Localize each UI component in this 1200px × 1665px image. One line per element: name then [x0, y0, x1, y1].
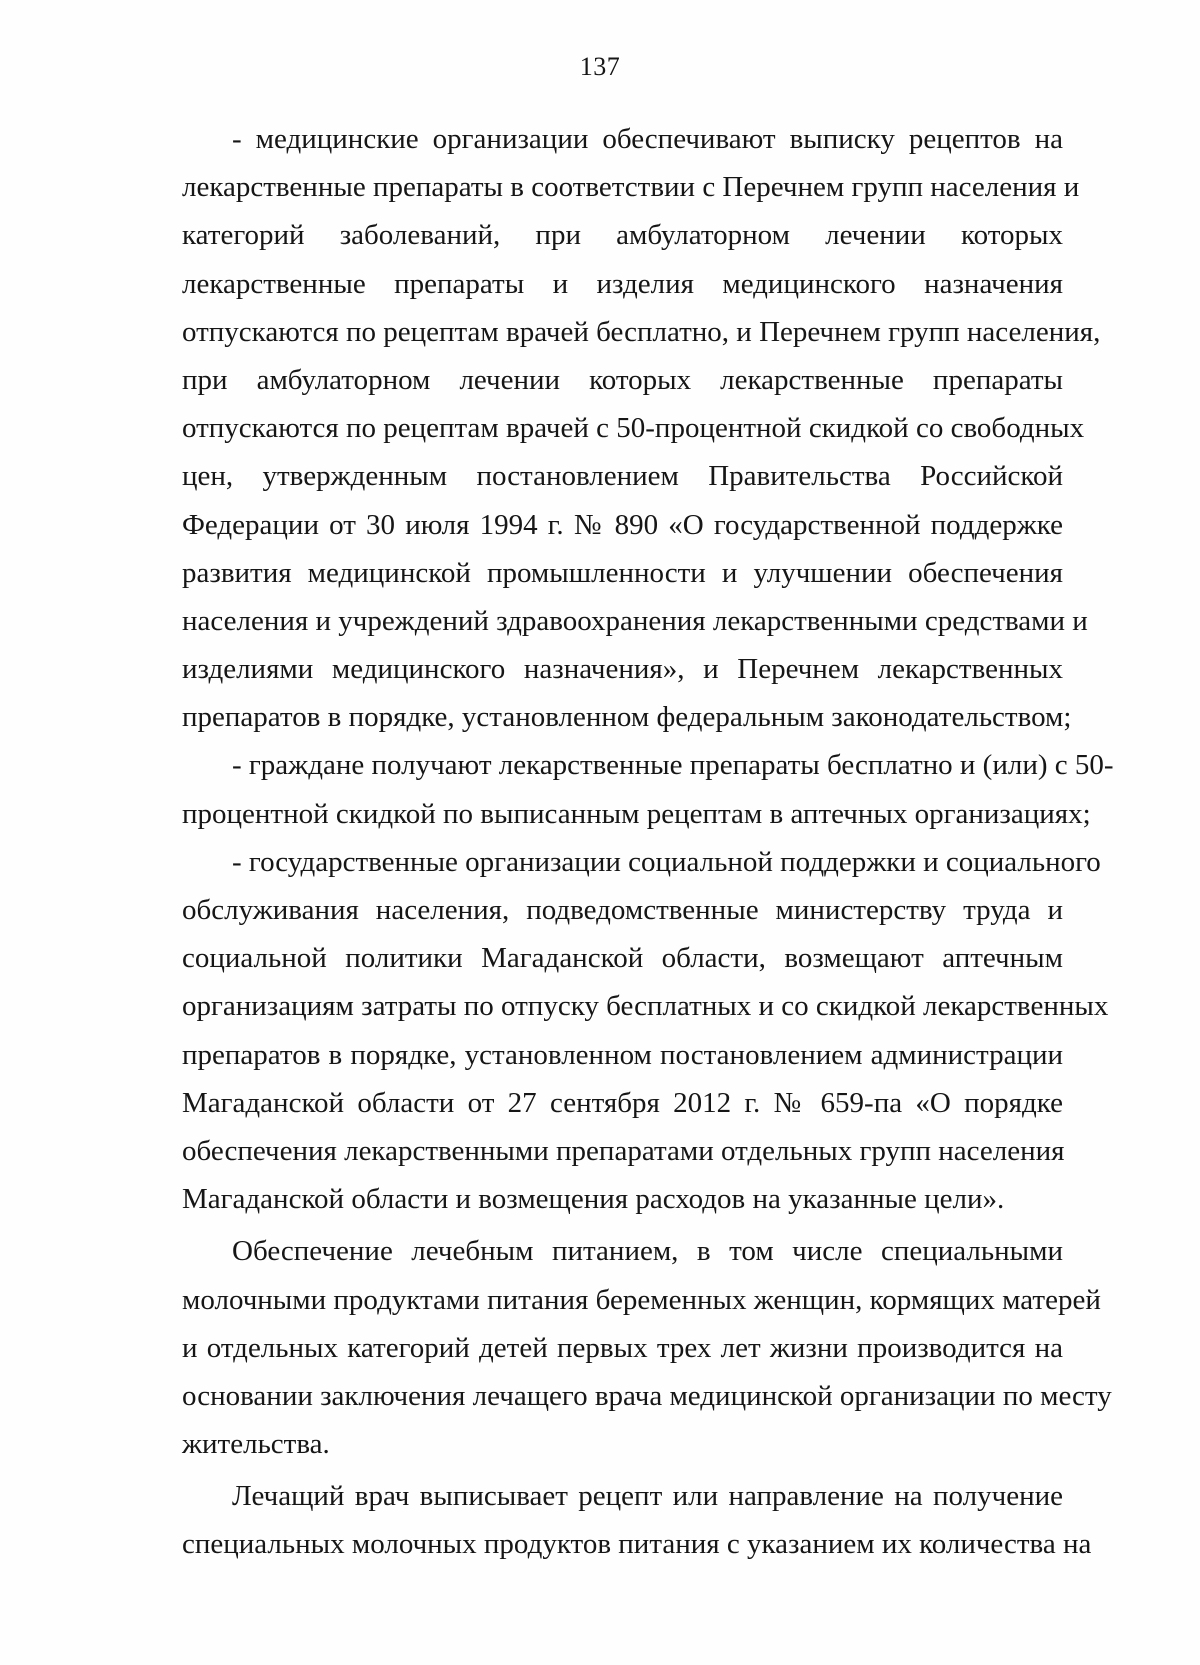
text-line: и отдельных категорий детей первых трех лет жизни производится на [182, 1331, 1063, 1364]
text-line: лекарственные препараты и изделия медицинского назначения [182, 267, 1063, 300]
text-line: молочными продуктами питания беременных женщин, кормящих матерей [182, 1283, 1101, 1316]
text-line: обслуживания населения, подведомственные министерству труда и [182, 894, 1063, 926]
text-line: обеспечения лекарственными препаратами отдельных групп населения [182, 1134, 1065, 1167]
text-line: лекарственные препараты в соответствии с Перечнем групп населения и [182, 171, 1080, 204]
text-line: цен, утвержденным постановлением Правительства Российской [182, 460, 1063, 493]
paragraph-5 [182, 1472, 1092, 1568]
text-line: Федерации от 30 июля 1994 г. № 890 «О государственной поддержке [182, 508, 1063, 541]
text-line: изделиями медицинского назначения», и Перечнем лекарственных [182, 653, 1063, 686]
text-line: Обеспечение лечебным питанием, в том числе специальными [232, 1235, 1063, 1268]
text-line: развития медицинской промышленности и улучшении обеспечения [182, 556, 1063, 589]
text-line: Магаданской области и возмещения расходов на указанные цели». [182, 1183, 1005, 1216]
paragraph-2 [182, 741, 1114, 837]
text-line: Лечащий врач выписывает рецепт или направление на получение [232, 1480, 1063, 1513]
text-line: - государственные организации социальной поддержки и социального [232, 845, 1101, 878]
text-line: специальных молочных продуктов питания с указанием их количества на [182, 1528, 1092, 1561]
text-line: - граждане получают лекарственные препараты бесплатно и (или) с 50- [232, 749, 1114, 782]
text-line: населения и учреждений здравоохранения лекарственными средствами и [182, 604, 1088, 637]
body-text [182, 115, 1114, 1569]
paragraph-1 [182, 115, 1101, 741]
paragraph-3 [182, 838, 1109, 1224]
text-line: - медицинские организации обеспечивают выписку рецептов на [232, 123, 1063, 155]
text-line: организациям затраты по отпуску бесплатных и со скидкой лекарственных [182, 990, 1109, 1023]
text-line: препаратов в порядке, установленном постановлением администрации [182, 1038, 1063, 1071]
text-line: препаратов в порядке, установленном федеральным законодательством; [182, 701, 1072, 734]
text-line: процентной скидкой по выписанным рецептам в аптечных организациях; [182, 797, 1091, 830]
text-line: отпускаются по рецептам врачей бесплатно, и Перечнем групп населения, [182, 315, 1101, 348]
text-line: отпускаются по рецептам врачей с 50-процентной скидкой со свободных [182, 412, 1085, 445]
paragraph-4 [182, 1227, 1112, 1468]
text-line: основании заключения лечащего врача медицинской организации по месту [182, 1379, 1112, 1412]
text-line: жительства. [182, 1428, 330, 1461]
text-line: категорий заболеваний, при амбулаторном лечении которых [182, 219, 1063, 252]
text-line: социальной политики Магаданской области, возмещают аптечным [182, 942, 1063, 975]
page-number: 137 [579, 52, 621, 81]
text-line: при амбулаторном лечении которых лекарственные препараты [182, 363, 1063, 396]
text-line: Магаданской области от 27 сентября 2012 г. № 659-па «О порядке [182, 1086, 1063, 1119]
